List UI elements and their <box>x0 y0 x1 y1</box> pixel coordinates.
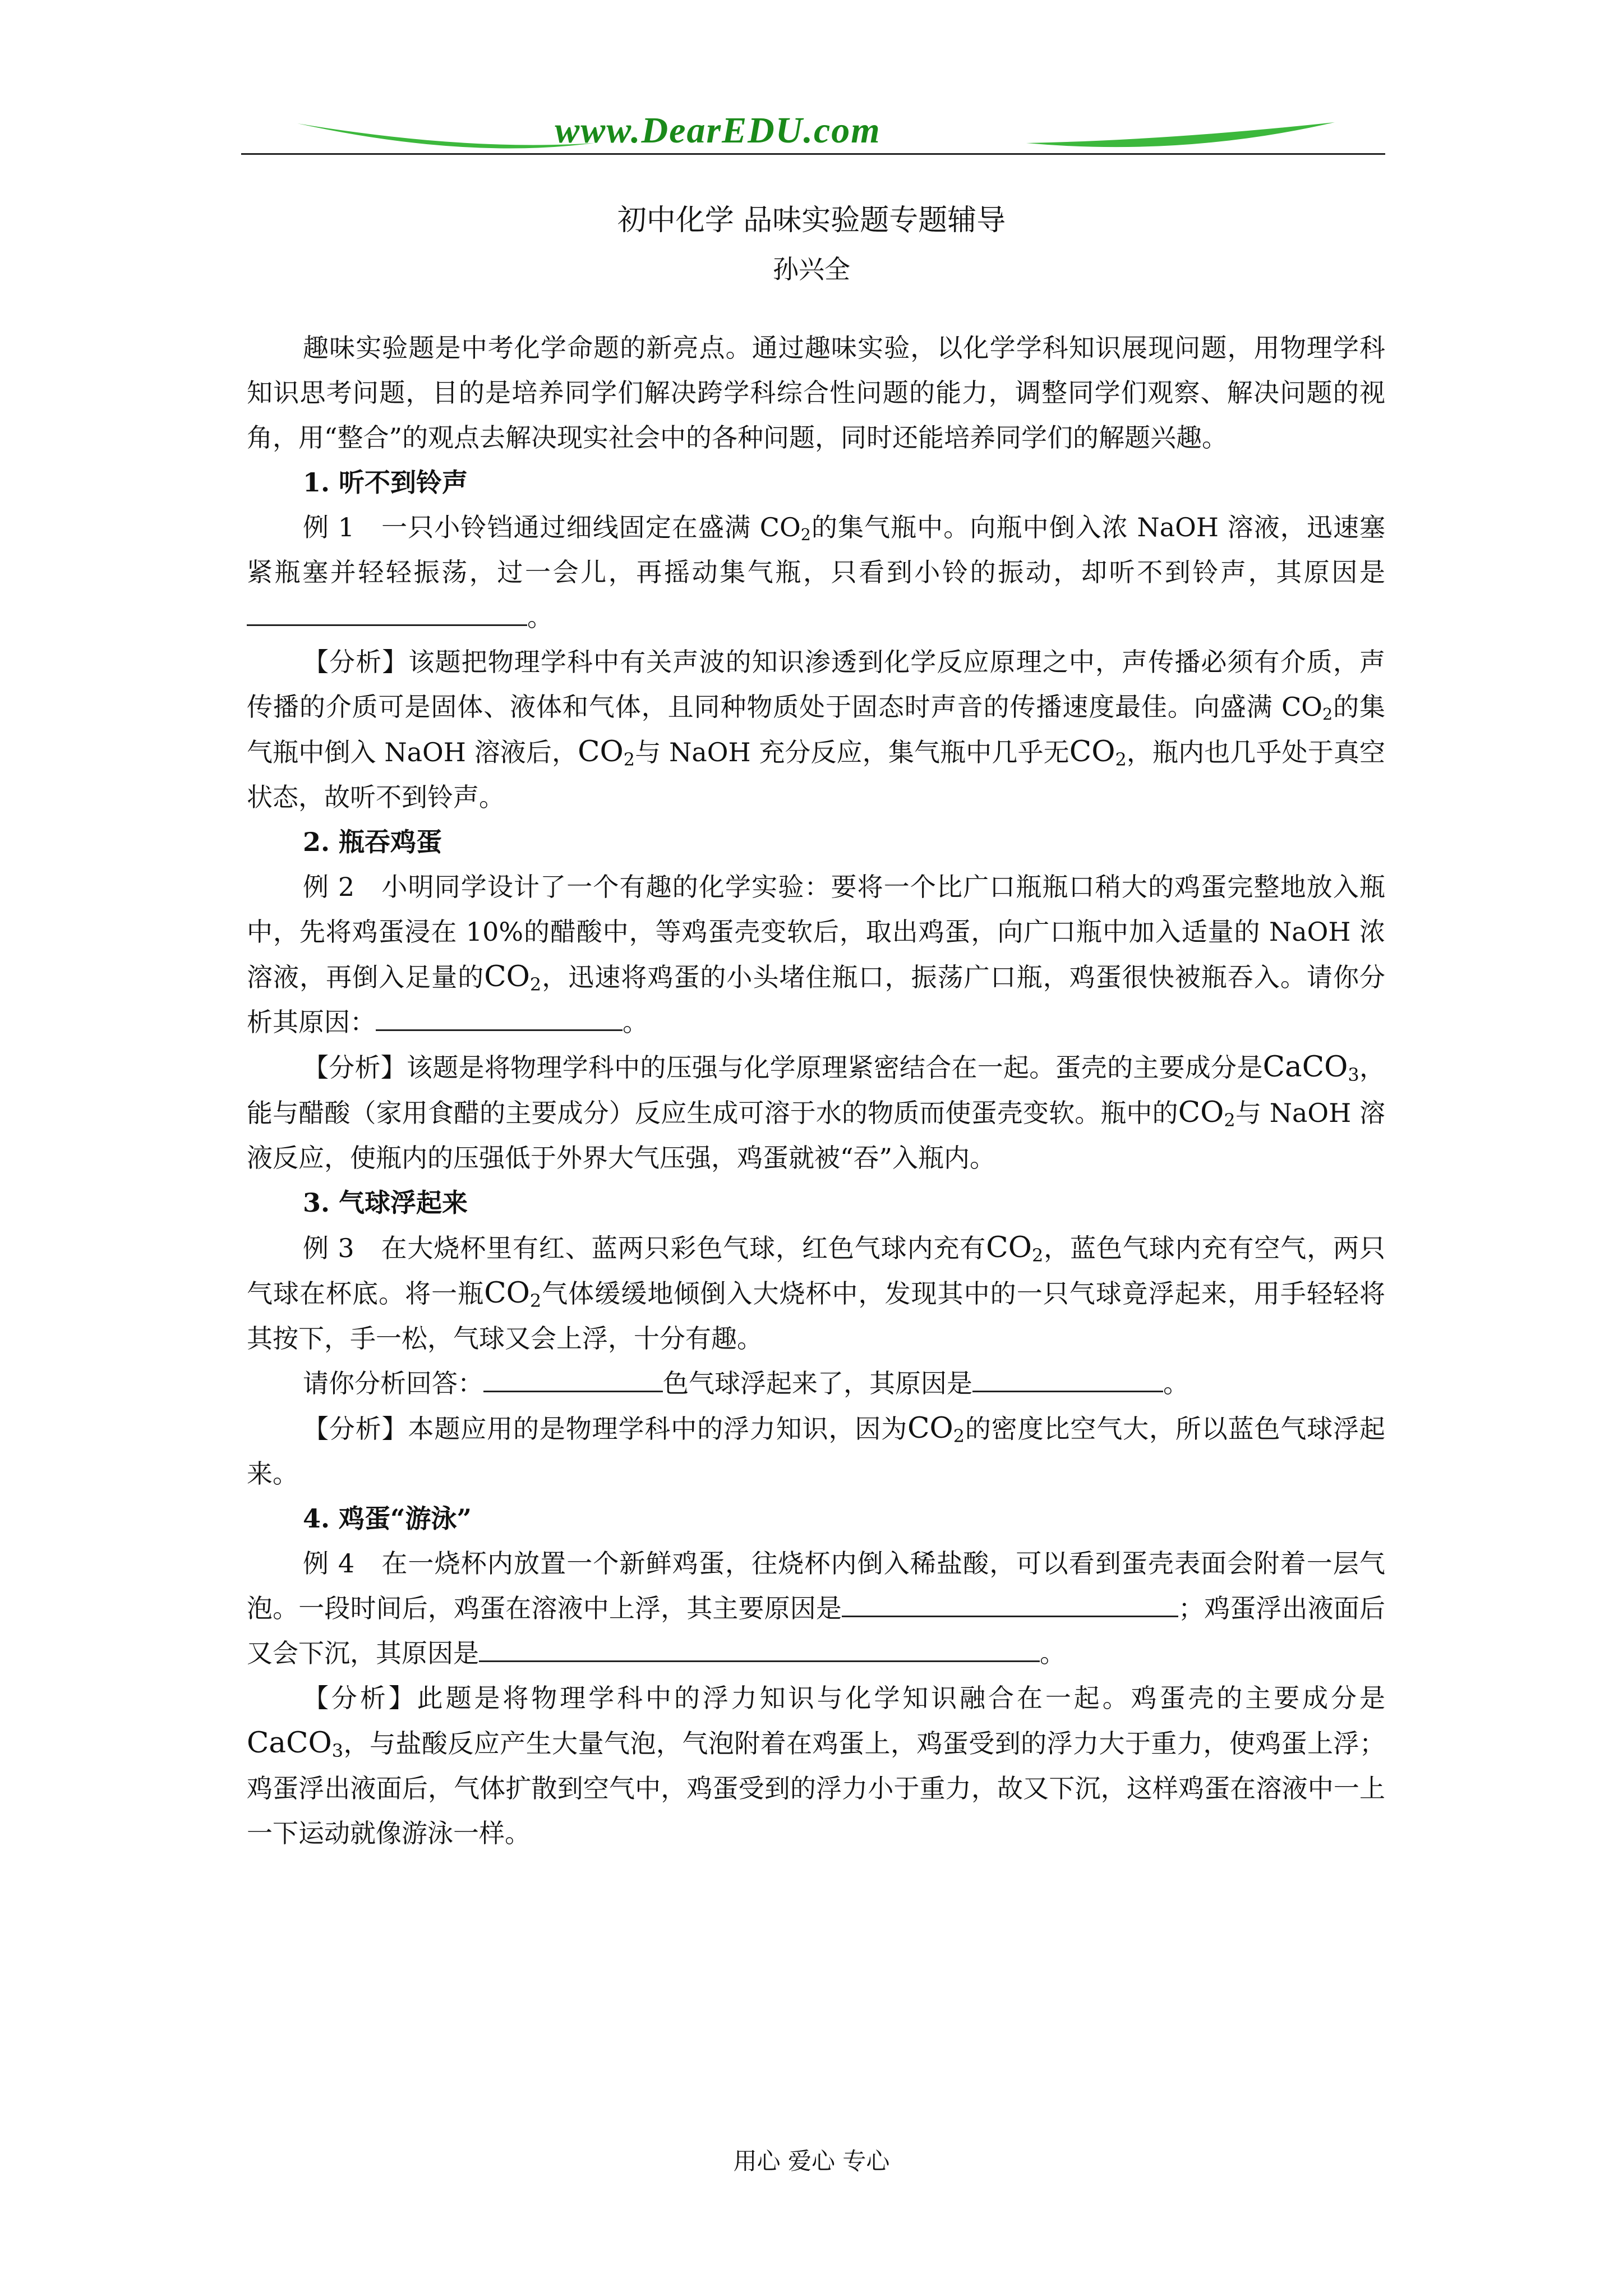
example-paragraph: 例 2 小明同学设计了一个有趣的化学实验：要将一个比广口瓶瓶口稍大的鸡蛋完整地放入瓶中，先将鸡蛋浸在 10%的醋酸中，等鸡蛋壳变软后，取出鸡蛋，向广口瓶中加入适量的 NaOH 浓溶液，再倒入足量的$CO_2$，迅速将鸡蛋的小头堵住瓶口，振荡广口瓶，鸡蛋很快被瓶吞入。请你分析其原因： 。 <box>247 872 1386 1037</box>
intro-paragraph: 趣味实验题是中考化学命题的新亮点。通过趣味实验，以化学学科知识展现问题，用物理学科知识思考问题，目的是培养同学们解决跨学科综合性问题的能力，调整同学们观察、解决问题的视角，用“整合”的观点去解决现实社会中的各种问题，同时还能培养同学们的解题兴趣。 <box>247 333 1385 453</box>
analysis-paragraph: 【分析】该题是将物理学科中的压强与化学原理紧密结合在一起。蛋壳的主要成分是CaCO$_3$，能与醋酸（家用食醋的主要成分）反应生成可溶于水的物质而使蛋壳变软。瓶中的$CO_2$与 NaOH 溶液反应，使瓶内的压强低于外界大气压强，鸡蛋就被“吞”入瓶内。 <box>247 1050 1386 1173</box>
document-title: 初中化学 品味实验题专题辅导 <box>617 204 1006 237</box>
site-logo[interactable]: www.DearEDU.com <box>555 110 881 151</box>
answer-blank[interactable] <box>376 1001 623 1031</box>
analysis-paragraph: 【分析】该题把物理学科中有关声波的知识渗透到化学反应原理之中，声传播必须有介质，声传播的介质可是固体、液体和气体，且同种物质处于固态时声音的传播速度最佳。向盛满 $CO_2$的集气瓶中倒入 NaOH 溶液后，$CO_2$与 NaOH 充分反应，集气瓶中几乎无$CO_2$，瓶内也几乎处于真空状态，故听不到铃声。 <box>247 647 1386 812</box>
answer-blank[interactable] <box>247 596 527 626</box>
analysis-paragraph: 【分析】本题应用的是物理学科中的浮力知识，因为$CO_2$的密度比空气大，所以蓝色气球浮起来。 <box>247 1411 1386 1489</box>
analysis-paragraph: 【分析】此题是将物理学科中的浮力知识与化学知识融合在一起。鸡蛋壳的主要成分是CaCO$_3$，与盐酸反应产生大量气泡，气泡附着在鸡蛋上，鸡蛋受到的浮力大于重力，使鸡蛋上浮；鸡蛋浮出液面后，气体扩散到空气中，鸡蛋受到的浮力小于重力，故又下沉，这样鸡蛋在溶液中一上一下运动就像游泳一样。 <box>247 1683 1385 1848</box>
author: 孙兴全 <box>773 254 850 284</box>
article-body <box>247 325 1385 1856</box>
question-paragraph: 请你分析回答： 色气球浮起来了，其原因是 。 <box>247 1361 1385 1406</box>
section-heading: 3. 气球浮起来 <box>303 1188 468 1218</box>
page-footer: 用心 爱心 专心 <box>733 2147 890 2175</box>
header-rule <box>241 153 1385 155</box>
answer-blank[interactable] <box>842 1588 1178 1617</box>
answer-blank[interactable] <box>972 1363 1163 1392</box>
example-paragraph: 例 4 在一烧杯内放置一个新鲜鸡蛋，往烧杯内倒入稀盐酸，可以看到蛋壳表面会附着一层气泡。一段时间后，鸡蛋在溶液中上浮，其主要原因是 ；鸡蛋浮出液面后又会下沉，其原因是 。 <box>247 1548 1386 1668</box>
example-paragraph: 例 1 一只小铃铛通过细线固定在盛满 $CO_2$的集气瓶中。向瓶中倒入浓 NaOH 溶液，迅速塞紧瓶塞并轻轻振荡，过一会儿，再摇动集气瓶，只看到小铃的振动，却听不到铃声，其原因是。 <box>247 512 1386 632</box>
section-heading: 2. 瓶吞鸡蛋 <box>303 827 442 857</box>
section-heading: 1. 听不到铃声 <box>303 467 468 498</box>
example-paragraph: 例 3 在大烧杯里有红、蓝两只彩色气球，红色气球内充有$CO_2$，蓝色气球内充有空气，两只气球在杯底。将一瓶$CO_2$气体缓缓地倾倒入大烧杯中，发现其中的一只气球竟浮起来，用手轻轻将其按下，手一松，气球又会上浮，十分有趣。 <box>247 1231 1386 1354</box>
section-heading: 4. 鸡蛋“游泳” <box>303 1503 472 1534</box>
answer-blank[interactable] <box>483 1363 663 1392</box>
answer-blank[interactable] <box>479 1632 1040 1662</box>
